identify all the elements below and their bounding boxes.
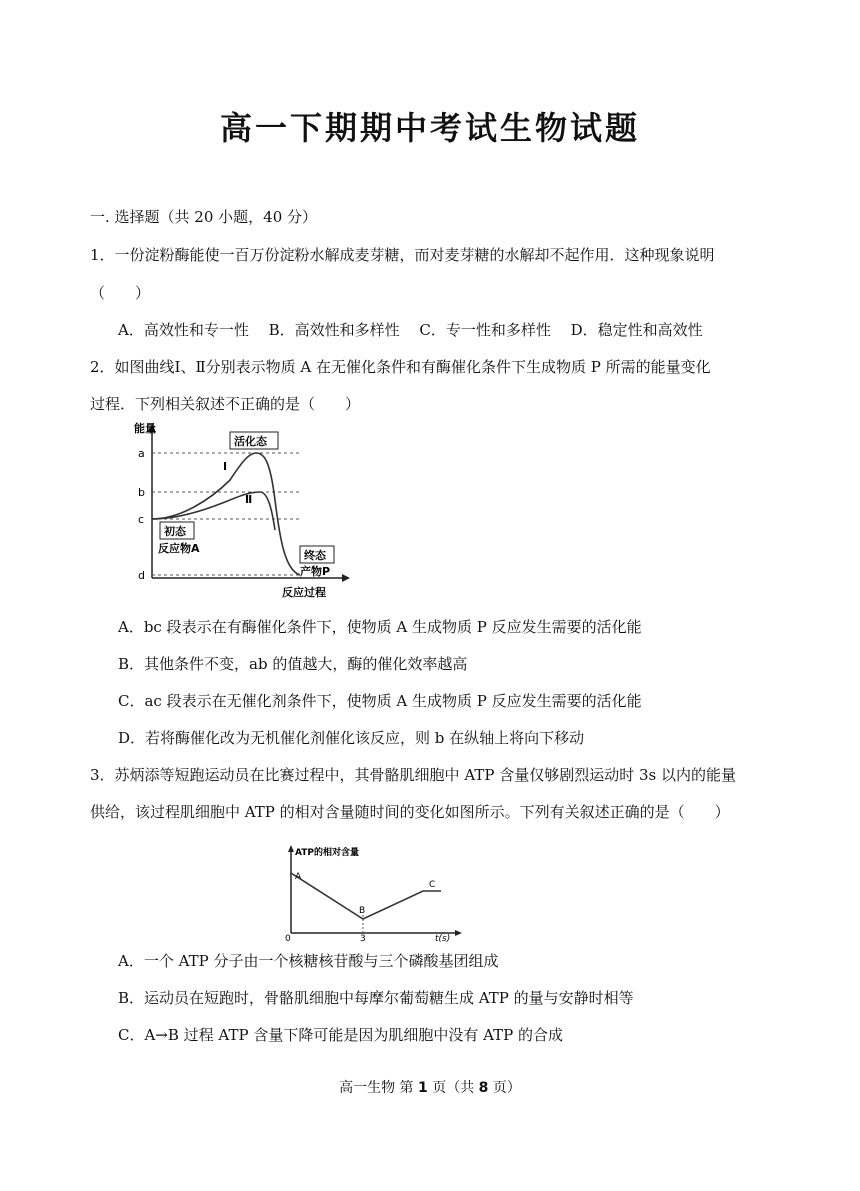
q3-option-c: C．A→B 过程 ATP 含量下降可能是因为肌细胞中没有 ATP 的合成 [118, 1026, 563, 1044]
energy-diagram [130, 420, 350, 605]
q3-stem-line2: 供给，该过程肌细胞中 ATP 的相对含量随时间的变化如图所示。下列有关叙述正确的是（ ） [90, 803, 730, 821]
level-d-label: d [138, 569, 145, 582]
q3-stem-line1: 3．苏炳添等短跑运动员在比赛过程中，其骨骼肌细胞中 ATP 含量仅够剧烈运动时 3s 以内的能量 [90, 766, 736, 784]
product-label: 产物P [300, 565, 331, 578]
q1-stem-line2: （ ） [90, 284, 151, 302]
level-c-label: c [138, 513, 145, 526]
atp-x-axis-label: t(s) [435, 934, 451, 943]
q2-option-d: D．若将酶催化改为无机催化剂催化该反应，则 b 在纵轴上将向下移动 [118, 729, 585, 747]
atp-origin-label: 0 [285, 934, 291, 943]
q2-stem-line2: 过程．下列相关叙述不正确的是（ ） [90, 395, 361, 413]
atp-graph [283, 843, 463, 943]
point-c-label: C [429, 880, 436, 890]
footer-suffix: 页） [492, 1080, 521, 1096]
q3-option-a: A．一个 ATP 分子由一个核糖核苷酸与三个磷酸基团组成 [118, 952, 499, 970]
q2-option-b: B．其他条件不变，ab 的值越大，酶的催化效率越高 [118, 655, 468, 673]
q1-stem-line1: 1．一份淀粉酶能使一百万份淀粉水解成麦芽糖，而对麦芽糖的水解却不起作用．这种现象说明 [90, 246, 715, 264]
q3-option-b: B．运动员在短跑时，骨骼肌细胞中每摩尔葡萄糖生成 ATP 的量与安静时相等 [118, 989, 634, 1007]
footer-total-pages: 8 [478, 1080, 489, 1096]
q2-option-c: C．ac 段表示在无催化剂条件下，使物质 A 生成物质 P 反应发生需要的活化能 [118, 692, 642, 710]
atp-tick-3-label: 3 [360, 934, 366, 943]
page-title: 高一下期期中考试生物试题 [219, 109, 640, 147]
footer-prefix: 高一生物 第 [339, 1080, 414, 1096]
level-b-label: b [138, 486, 145, 499]
atp-y-axis-label: ATP的相对含量 [295, 848, 360, 858]
section-heading: 一. 选择题（共 20 小题，40 分） [90, 208, 318, 226]
footer-middle: 页（共 [432, 1080, 475, 1096]
final-state-label: 终态 [304, 549, 326, 562]
point-b-label: B [359, 906, 366, 916]
q1-options: A．高效性和专一性 B．高效性和多样性 C．专一性和多样性 D．稳定性和高效性 [118, 321, 703, 339]
point-a-label: A [295, 872, 302, 882]
q2-stem-line1: 2．如图曲线Ⅰ、Ⅱ分别表示物质 A 在无催化条件和有酶催化条件下生成物质 P 所需的能量变化 [90, 358, 711, 376]
energy-y-axis-label: 能量 [134, 422, 156, 435]
curve-2-label: Ⅱ [245, 493, 253, 506]
atp-curve [291, 873, 441, 919]
footer-page-number: 1 [418, 1080, 428, 1096]
initial-state-label: 初态 [164, 525, 186, 538]
reactant-label: 反应物A [158, 542, 200, 555]
energy-x-axis-label: 反应过程 [282, 586, 326, 599]
level-a-label: a [138, 447, 145, 460]
q2-option-a: A．bc 段表示在有酶催化条件下，使物质 A 生成物质 P 反应发生需要的活化能 [118, 618, 642, 636]
activated-state-label: 活化态 [234, 435, 267, 448]
page-footer [0, 1077, 860, 1097]
curve-1-label: Ⅰ [223, 460, 228, 473]
